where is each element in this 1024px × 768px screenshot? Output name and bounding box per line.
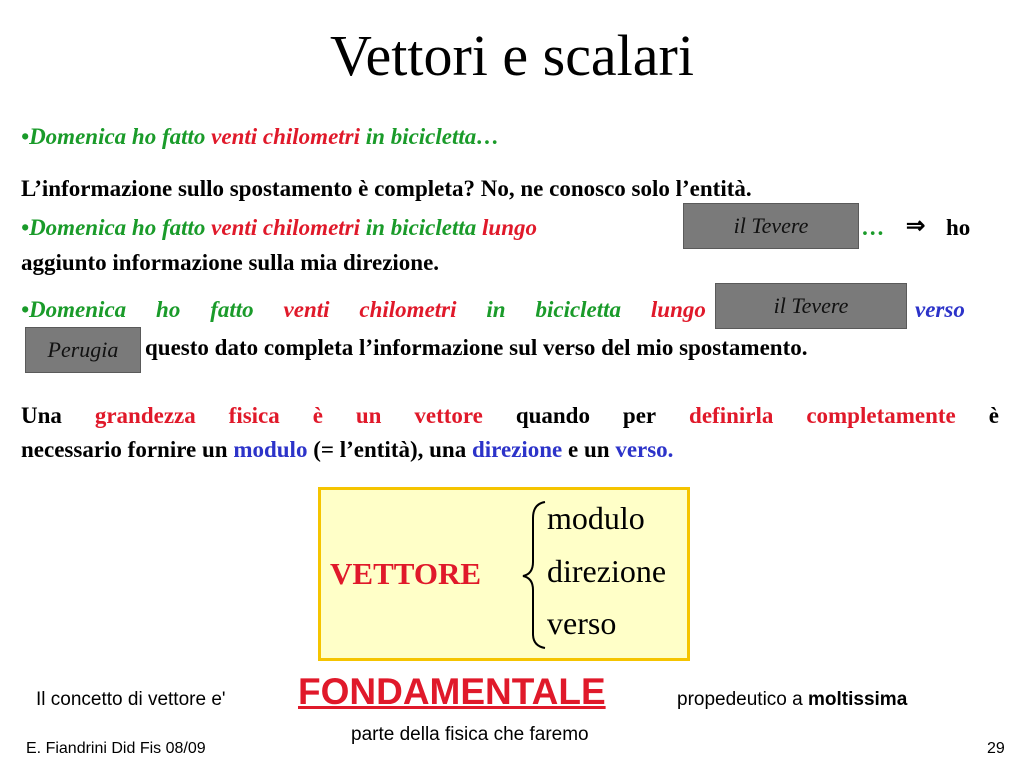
hidden-word-box-il-tevere: il Tevere bbox=[683, 203, 859, 249]
vettore-item-verso: verso bbox=[547, 605, 617, 641]
definition-line-1 bbox=[21, 403, 999, 429]
text-verso: verso bbox=[915, 297, 965, 322]
word: è bbox=[312, 403, 323, 428]
footer-text-2: propedeutico a moltissima bbox=[677, 689, 908, 710]
word: vettore bbox=[414, 403, 483, 428]
text-red: lungo bbox=[482, 215, 538, 240]
page-number: 29 bbox=[987, 740, 1005, 757]
term-verso: verso. bbox=[615, 437, 674, 462]
word: grandezza bbox=[94, 403, 196, 428]
example-sentence-3-continued: questo dato completa l’informazione sul verso del mio spostamento. bbox=[145, 335, 808, 360]
vettore-item-direzione: direzione bbox=[547, 553, 667, 589]
footer-text-3: parte della fisica che faremo bbox=[351, 724, 589, 745]
example-sentence-3 bbox=[21, 297, 706, 323]
word: per bbox=[622, 403, 657, 428]
curly-brace-icon bbox=[519, 500, 549, 650]
bullet: • bbox=[21, 124, 30, 149]
example-sentence-1 bbox=[21, 124, 499, 150]
example-sentence-2-continued: aggiunto informazione sulla mia direzione. bbox=[21, 250, 440, 275]
word: venti bbox=[283, 297, 330, 322]
text-ho: ho bbox=[946, 215, 971, 240]
word: quando bbox=[515, 403, 590, 428]
question-line: L’informazione sullo spostamento è completa? No, ne conosco solo l’entità. bbox=[21, 176, 752, 201]
text-red: venti chilometri bbox=[211, 215, 361, 240]
text-green: in bicicletta… bbox=[360, 124, 500, 149]
text-green: Domenica ho fatto bbox=[29, 124, 212, 149]
author-footer: E. Fiandrini Did Fis 08/09 bbox=[26, 740, 206, 757]
word: bicicletta bbox=[535, 297, 622, 322]
word: ho bbox=[156, 297, 181, 322]
word: un bbox=[355, 403, 382, 428]
text-red: venti chilometri bbox=[211, 124, 361, 149]
word: definirla bbox=[689, 403, 774, 428]
term-modulo: modulo bbox=[233, 437, 308, 462]
ellipsis: … bbox=[862, 215, 885, 240]
footer-text-1: Il concetto di vettore e' bbox=[36, 689, 226, 710]
word: Una bbox=[21, 403, 62, 428]
word: •Domenica bbox=[21, 297, 127, 322]
word: è bbox=[988, 403, 999, 428]
word: chilometri bbox=[359, 297, 457, 322]
word: in bbox=[486, 297, 506, 322]
definition-line-2: necessario fornire un modulo (= l’entità), una direzione e un verso. bbox=[21, 437, 674, 462]
implies-arrow: ⇒ bbox=[906, 213, 926, 238]
hidden-word-box-il-tevere-2: il Tevere bbox=[715, 283, 907, 329]
vettore-item-modulo: modulo bbox=[547, 500, 645, 536]
fondamentale-emphasis: FONDAMENTALE bbox=[298, 671, 606, 712]
word: fisica bbox=[228, 403, 280, 428]
slide-title: Vettori e scalari bbox=[330, 23, 694, 88]
text-green: Domenica ho fatto bbox=[29, 215, 212, 240]
footer-bold: moltissima bbox=[808, 689, 908, 710]
text-green: in bicicletta bbox=[360, 215, 483, 240]
vettore-label: VETTORE bbox=[330, 556, 482, 591]
bullet: • bbox=[21, 215, 30, 240]
word: completamente bbox=[806, 403, 956, 428]
hidden-word-box-perugia: Perugia bbox=[25, 327, 141, 373]
term-direzione: direzione bbox=[471, 437, 563, 462]
word: fatto bbox=[210, 297, 254, 322]
word: lungo bbox=[650, 297, 706, 322]
